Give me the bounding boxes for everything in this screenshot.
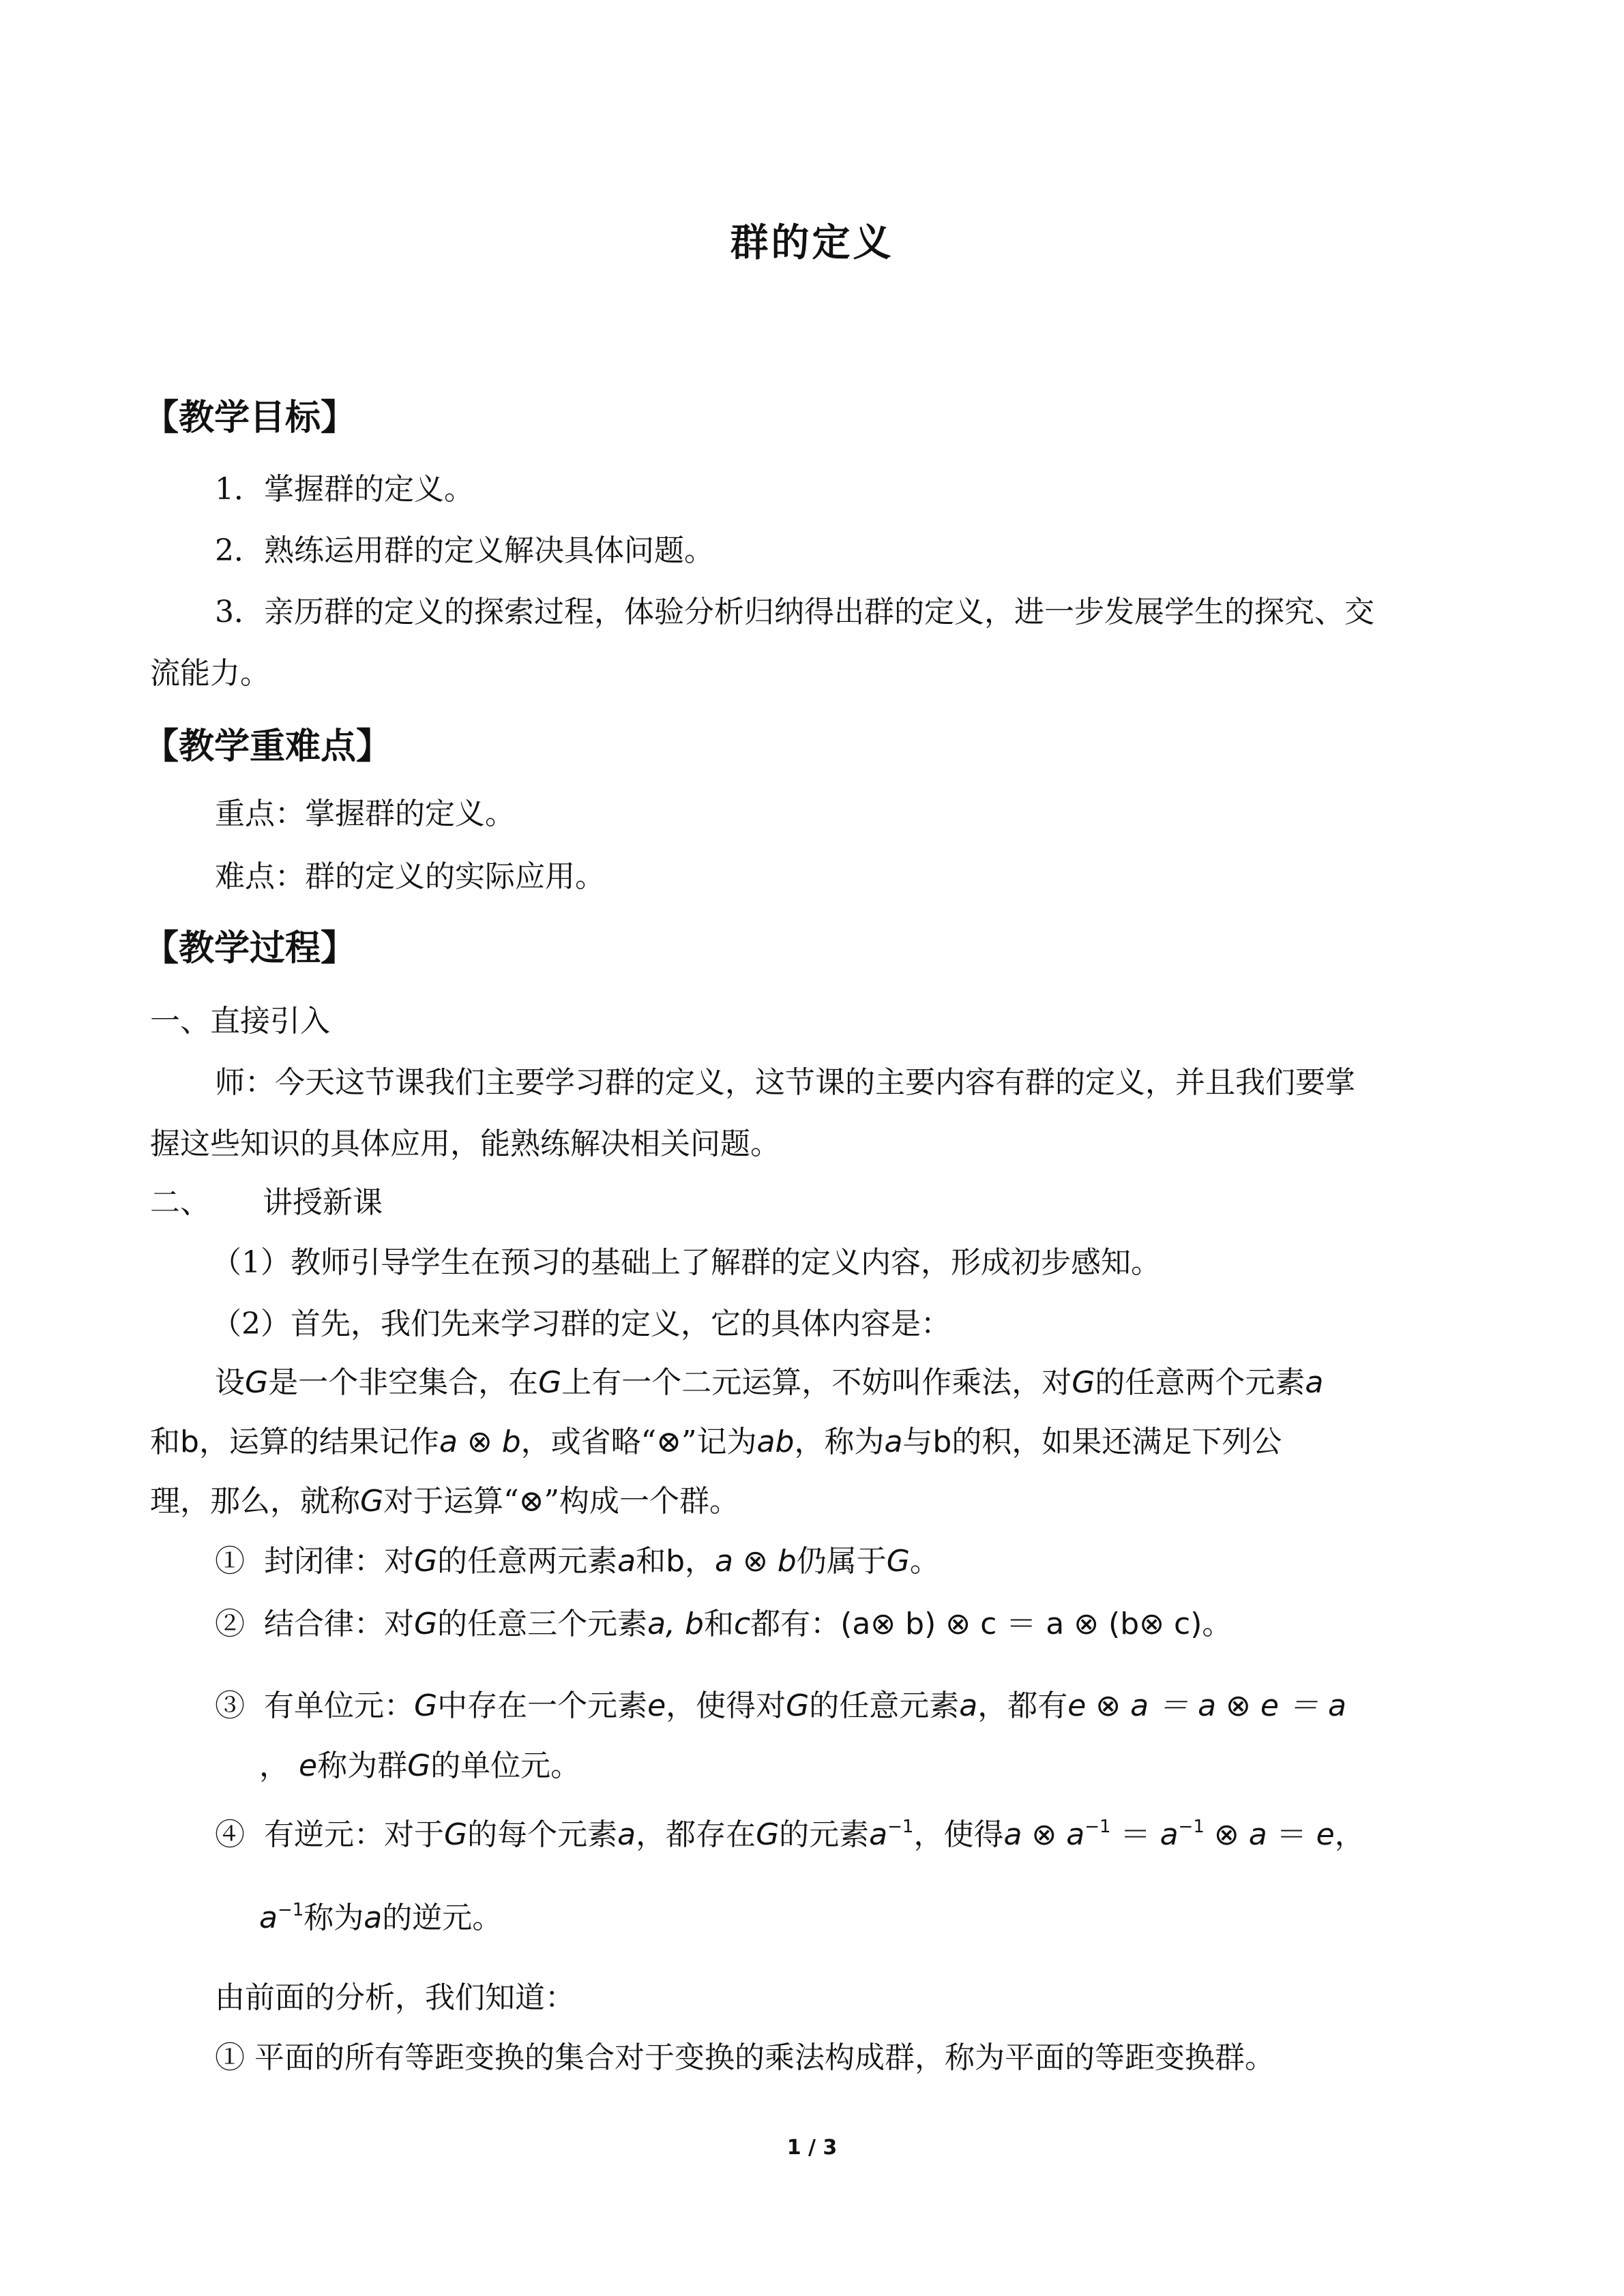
section-heading-goals: 【教学目标】 (143, 398, 357, 438)
conclusion-item-1: ① 平面的所有等距变换的集合对于变换的乘法构成群，称为平面的等距变换群。 (215, 2040, 1275, 2075)
difficult-point: 难点：群的定义的实际应用。 (215, 859, 605, 894)
definition-line-2: 和b，运算的结果记作a ⊗ b，或省略“⊗”记为ab，称为a与b的积，如果还满足下列公 (150, 1425, 1282, 1459)
axiom-closure: ① 封闭律：对G的任意两元素a和b，a ⊗ b仍属于G。 (215, 1544, 940, 1579)
part1-para-line1: 师：今天这节课我们主要学习群的定义，这节课的主要内容有群的定义，并且我们要掌 (215, 1065, 1355, 1100)
step-1: （1）教师引导学生在预习的基础上了解群的定义内容，形成初步感知。 (211, 1245, 1161, 1280)
key-point: 重点：掌握群的定义。 (215, 796, 515, 831)
part1-title: 一、直接引入 (150, 1004, 330, 1039)
part1-para-line2: 握这些知识的具体应用，能熟练解决相关问题。 (150, 1127, 780, 1161)
goal-item-1: 1．掌握群的定义。 (215, 472, 474, 507)
axiom-identity: ③ 有单位元：G中存在一个元素e，使得对G的任意元素a，都有e ⊗ a ＝ a ⊗ e ＝ a (215, 1688, 1346, 1723)
step-2: （2）首先，我们先来学习群的定义，它的具体内容是： (211, 1307, 951, 1341)
analysis-intro: 由前面的分析，我们知道： (215, 1980, 575, 2015)
definition-line-3: 理，那么，就称G对于运算“⊗”构成一个群。 (150, 1484, 739, 1519)
axiom-associativity: ② 结合律：对G的任意三个元素a, b和c都有：(a⊗ b) ⊗ c ＝ a ⊗ (b⊗ c)。 (215, 1607, 1232, 1641)
axiom-inverse-cont: $a^{-1}$称为a的逆元。 (259, 1900, 503, 1935)
part2-title: 讲授新课 (263, 1185, 383, 1220)
goal-item-2: 2．熟练运用群的定义解决具体问题。 (215, 533, 714, 568)
axiom-identity-cont: ， e称为群G的单位元。 (259, 1748, 581, 1783)
goal-item-3: 3．亲历群的定义的探索过程，体验分析归纳得出群的定义，进一步发展学生的探究、交 (215, 595, 1374, 629)
goal-item-3-cont: 流能力。 (150, 656, 270, 691)
section-heading-process: 【教学过程】 (143, 928, 357, 969)
page-number: 1 / 3 (786, 2136, 838, 2160)
part2-number: 二、 (150, 1185, 210, 1220)
axiom-inverse: ④ 有逆元：对于G的每个元素a，都存在G的元素$a^{-1}$，使得a ⊗ $a^{-1} = a^{-1}$ ⊗ a ＝ e， (215, 1817, 1365, 1852)
page-title: 群的定义 (730, 221, 894, 265)
definition-line-1: 设G是一个非空集合，在G上有一个二元运算，不妨叫作乘法，对G的任意两个元素a (215, 1365, 1324, 1400)
section-heading-keypoints: 【教学重难点】 (143, 726, 392, 767)
